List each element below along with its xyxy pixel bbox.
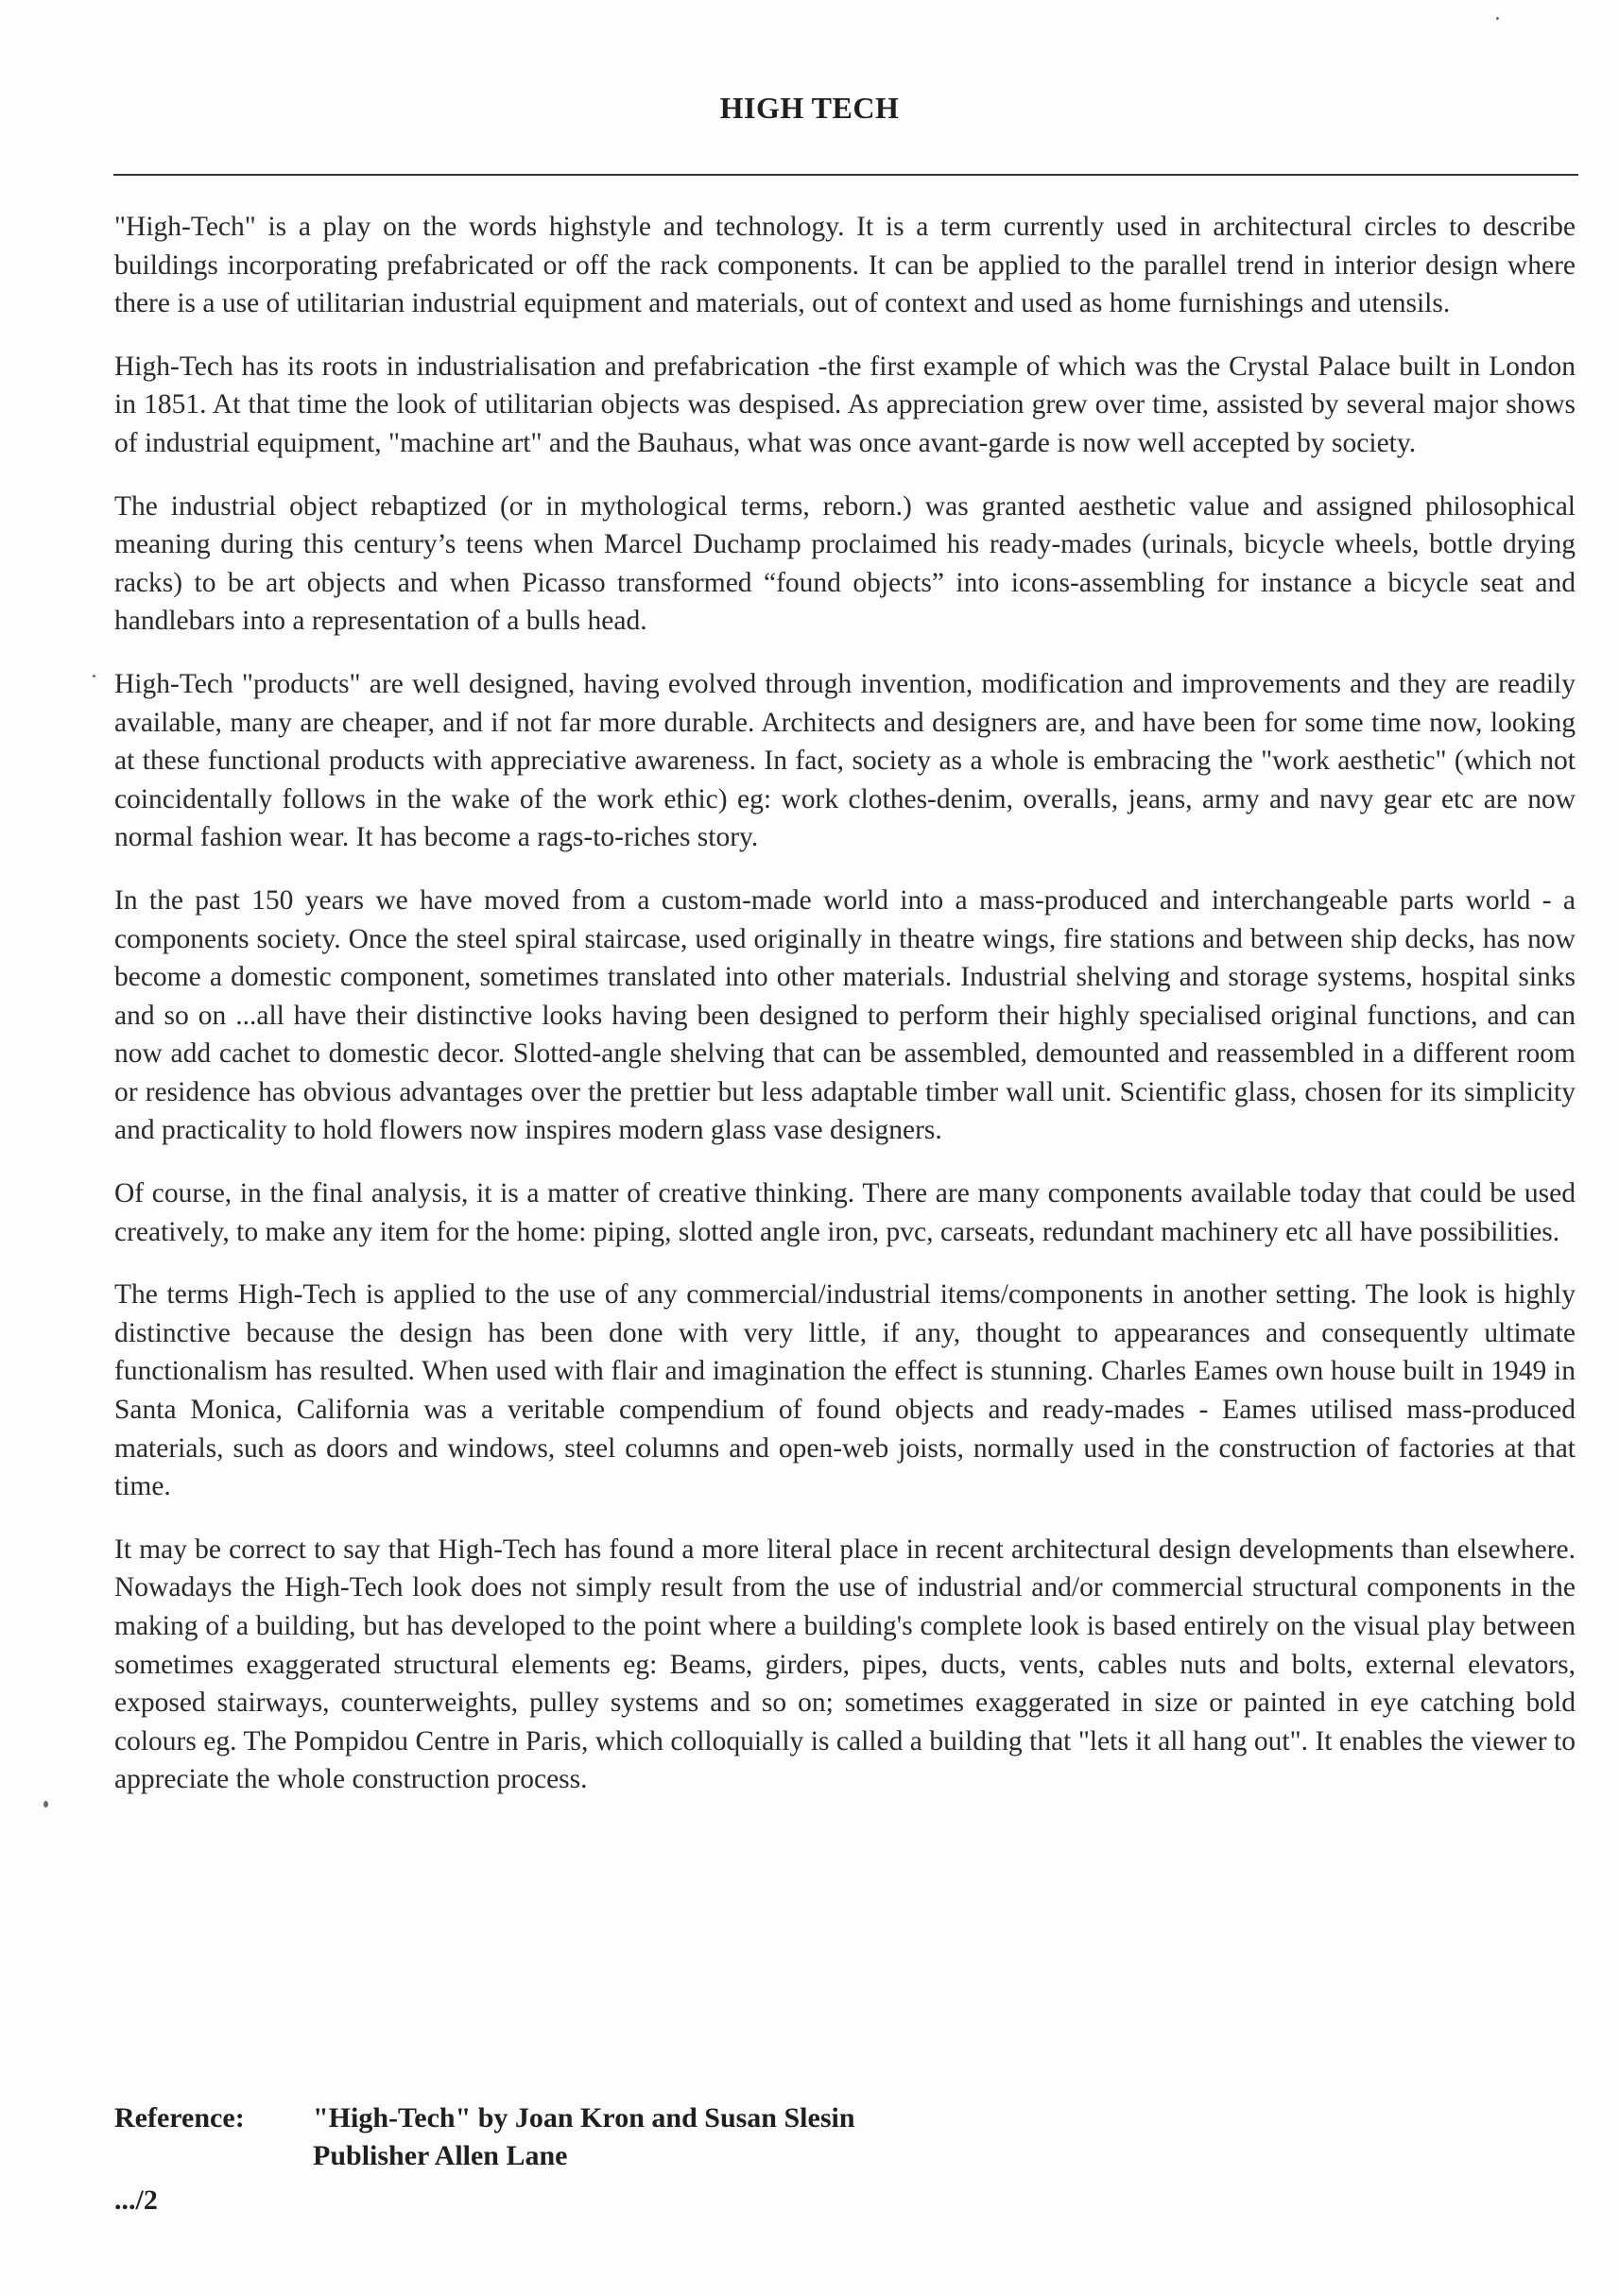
scan-speck xyxy=(1496,17,1499,20)
page-title: HIGH TECH xyxy=(719,91,900,125)
paragraph-5: In the past 150 years we have moved from a custom-made world into a mass-produced and interchangeable parts world - a components society. Once the steel spiral staircase, used originally in theatre wings, fire stations and between ship decks, has now become a domestic component, sometimes translated into other materials. Industrial shelving and storage systems, hospital sinks and so on ...all have their distinctive looks having been designed to perform their highly specialised original functions, and can now add cachet to domestic decor. Slotted-angle shelving that can be assembled, demounted and reassembled in a different room or residence has obvious advantages over the prettier but less adaptable timber wall unit. Scientific glass, chosen for its simplicity and practicality to hold flowers now inspires modern glass vase designers. xyxy=(114,884,1576,1146)
reference-label: Reference: xyxy=(114,2102,245,2133)
reference-row-2 xyxy=(114,2137,1438,2175)
paragraph-8: It may be correct to say that High-Tech has found a more literal place in recent architectural design developments than elsewhere. Nowadays the High-Tech look does not simply result from the use of industrial and/or commercial structural components in the making of a building, but has developed to the point where a building's complete look is based entirely on the visual play between sometimes exaggerated structural elements eg: Beams, girders, pipes, ducts, vents, cables nuts and bolts, external elevators, exposed stairways, counterweights, pulley systems and so on; sometimes exaggerated in size or painted in eye catching bold colours eg. The Pompidou Centre in Paris, which colloquially is called a building that "lets it all hang out". It enables the viewer to appreciate the whole construction process. xyxy=(114,1534,1576,1795)
reference-block xyxy=(114,2099,1438,2175)
body-text xyxy=(114,208,1576,1824)
reference-title: "High-Tech" by Joan Kron and Susan Slesin xyxy=(313,2102,855,2133)
paragraph-3: The industrial object rebaptized (or in mythological terms, reborn.) was granted aesthetic value and assigned philosophical meaning during this century’s teens when Marcel Duchamp proclaimed his ready-mades (urinals, bicycle wheels, bottle drying racks) to be art objects and when Picasso transformed “found objects” into icons-assembling for instance a bicycle seat and handlebars into a representation of a bulls head. xyxy=(114,490,1576,637)
reference-label-spacer xyxy=(114,2137,313,2175)
scan-speck xyxy=(43,1801,48,1808)
paragraph-6: Of course, in the final analysis, it is a matter of creative thinking. There are many components available today that could be used creatively, to make any item for the home: piping, slotted angle iron, pvc, carseats, redundant machinery etc all have possibilities. xyxy=(114,1178,1576,1247)
scan-speck xyxy=(93,675,95,677)
reference-publisher: Publisher Allen Lane xyxy=(313,2140,568,2171)
page-number: .../2 xyxy=(114,2185,158,2216)
paragraph-7: The terms High-Tech is applied to the use of any commercial/industrial items/components in another setting. The look is highly distinctive because the design has been done with very little, if any, thought to appearances and consequently ultimate functionalism has resulted. When used with flair and imagination the effect is stunning. Charles Eames own house built in 1949 in Santa Monica, California was a veritable compendium of found objects and ready-mades - Eames utilised mass-produced materials, such as doors and windows, steel columns and open-web joists, normally used in the construction of factories at that time. xyxy=(114,1279,1576,1502)
paragraph-4: High-Tech "products" are well designed, having evolved through invention, modification and improvements and they are readily available, many are cheaper, and if not far more durable. Architects and designers are, and have been for some time now, looking at these functional products with appreciative awareness. In fact, society as a whole is embracing the "work aesthetic" (which not coincidentally follows in the wake of the work ethic) eg: work clothes-denim, overalls, jeans, army and navy gear etc are now normal fashion wear. It has become a rags-to-riches story. xyxy=(114,668,1576,853)
paragraph-1: "High-Tech" is a play on the words highstyle and technology. It is a term currently used in architectural circles to describe buildings incorporating prefabricated or off the rack components. It can be applied to the parallel trend in interior design where there is a use of utilitarian industrial equipment and materials, out of context and used as home furnishings and utensils. xyxy=(114,212,1576,319)
title-divider xyxy=(113,174,1578,176)
paragraph-2: High-Tech has its roots in industrialisation and prefabrication -the first example of which was the Crystal Palace built in London in 1851. At that time the look of utilitarian objects was despised. As appreciation grew over time, assisted by several major shows of industrial equipment, "machine art" and the Bauhaus, what was once avant-garde is now well accepted by society. xyxy=(114,351,1576,458)
reference-row-1 xyxy=(114,2099,1438,2137)
